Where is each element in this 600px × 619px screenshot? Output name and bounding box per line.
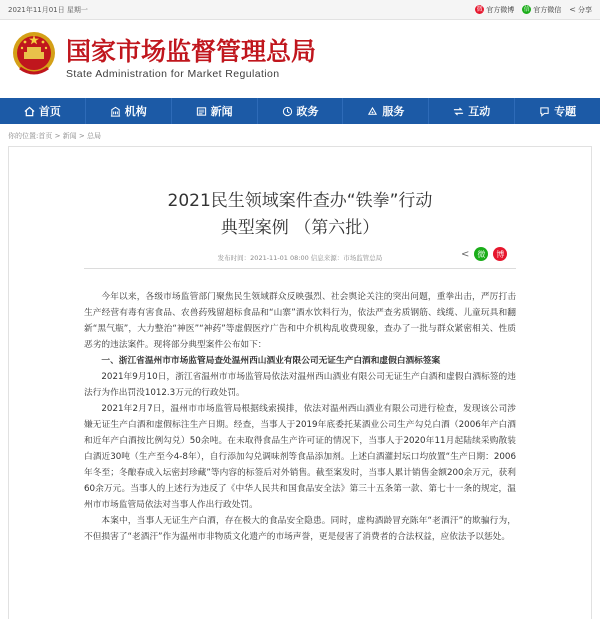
weibo-share-icon[interactable]: 博 (493, 247, 507, 261)
share-toolbar (461, 247, 507, 261)
share-icon[interactable]: < (461, 248, 470, 260)
current-date: 2021年11月01日 星期一 (8, 5, 88, 14)
wechat-icon: 信 (523, 6, 530, 13)
breadcrumb-separator: > (76, 132, 88, 140)
nav-item-institutions[interactable] (86, 98, 172, 124)
nav-label: 新闻 (210, 105, 233, 118)
building-icon (110, 106, 121, 117)
nav-item-news[interactable] (172, 98, 258, 124)
site-title-en: State Administration for Market Regulation (66, 68, 280, 80)
article-paragraph: 本案中，当事人无证生产白酒，存在极大的食品安全隐患。同时，虚构酒龄冒充陈年“老酒汗”的欺骗行为，不但损害了“老酒汗”作为温州市非物质文化遗产的市场声誉，更是侵害了消费者的合法权益，应依法予以惩处。 (84, 516, 516, 542)
top-utility-bar (0, 0, 600, 20)
news-icon (196, 106, 207, 117)
nav-item-services[interactable] (343, 98, 429, 124)
nav-label: 互动 (468, 105, 491, 118)
home-icon (24, 106, 35, 117)
official-weibo-link[interactable] (475, 5, 514, 15)
site-title-cn: 国家市场监督管理总局 (66, 37, 317, 66)
breadcrumb-current[interactable]: 总局 (87, 132, 102, 140)
breadcrumb-separator: > (52, 132, 63, 140)
nav-item-government-affairs[interactable] (258, 98, 344, 124)
breadcrumb-news-link[interactable]: 新闻 (62, 132, 77, 140)
case-heading: 一、浙江省温州市市场监管局查处温州西山酒业有限公司无证生产白酒和虚假白酒标签案 (101, 356, 441, 366)
nav-label: 首页 (38, 105, 61, 118)
weibo-icon: 微 (476, 6, 483, 13)
nav-item-home[interactable] (0, 98, 86, 124)
nav-label: 机构 (124, 105, 147, 118)
share-label: 分享 (578, 5, 592, 14)
nav-item-topics[interactable] (515, 98, 600, 124)
nav-label: 专题 (554, 105, 577, 118)
breadcrumb (8, 131, 101, 141)
nav-label: 服务 (382, 105, 405, 118)
official-wechat-link[interactable] (522, 5, 561, 15)
service-icon (367, 106, 378, 117)
article-paragraph: 今年以来，各级市场监管部门聚焦民生领域群众反映强烈、社会舆论关注的突出问题，重拳出击，严厉打击生产经营有毒有害食品、农兽药残留超标食品和“山寨”酒水饮料行为，依法严查劣质钢筋、线缆、儿童玩具和翻新“黑气瓶”，大力整治“神医”“神药”等虚假医疗广告和中介机构乱收费现象，查办了一批与群众紧密相关、性质恶劣的违法案件。现将部分典型案件公布如下： (84, 292, 516, 350)
official-weibo-label: 官方微博 (486, 5, 515, 14)
government-icon (282, 106, 293, 117)
title-divider (84, 268, 516, 269)
site-header (0, 20, 600, 98)
article-title-line-2: 典型案例 （第六批） (220, 218, 380, 238)
breadcrumb-prefix: 你的位置: (8, 132, 39, 140)
topic-icon (539, 106, 550, 117)
official-wechat-label: 官方微信 (533, 5, 562, 14)
national-emblem-icon[interactable] (10, 28, 58, 80)
nav-label: 政务 (296, 105, 319, 118)
topbar-links (475, 5, 592, 15)
wechat-share-icon[interactable]: 微 (474, 247, 488, 261)
interaction-icon (453, 106, 464, 117)
article-meta: 发布时间：2021-11-01 08:00 信息来源：市场监管总局 (217, 254, 383, 262)
article-paragraph: 2021年2月7日，温州市市场监管局根据线索摸排，依法对温州西山酒业有限公司进行检查，发现该公司涉嫌无证生产白酒和虚假标注生产日期。经查，当事人于2019年底委托某酒业公司生产勾兑白酒（2006年产白酒和近年产白酒按比例勾兑）50余吨。在未取得食品生产许可证的情况下，当事人于2020年11月起陆续采购散装白酒近30吨（生产至今4-8年），自行添加勾兑调味剂等食品添加剂。上述白酒灌封坛口均放置“生产日期：2006年冬至；冬酿春成入坛密封珍藏”等内容的标签后对外销售。截至案发时，当事人累计销售金额200余万元，获利60余万元。当事人的上述行为违反了《中华人民共和国食品安全法》第三十五条第一款、第七十一条的规定，温州市市场监管局依法对当事人作出行政处罚。 (84, 404, 516, 510)
share-link[interactable] (569, 5, 592, 15)
share-icon: < (569, 5, 576, 14)
nav-item-interaction[interactable] (429, 98, 515, 124)
article-title (0, 188, 600, 242)
article-paragraph: 2021年9月10日，浙江省温州市市场监管局依法对温州西山酒业有限公司无证生产白酒和虚假白酒标签的违法行为作出罚没1012.3万元的行政处罚。 (84, 372, 516, 398)
main-nav (0, 98, 600, 124)
article-body (84, 289, 516, 545)
article-title-line-1: 2021民生领域案件查办“铁拳”行动 (167, 191, 433, 211)
breadcrumb-home-link[interactable]: 首页 (38, 132, 53, 140)
